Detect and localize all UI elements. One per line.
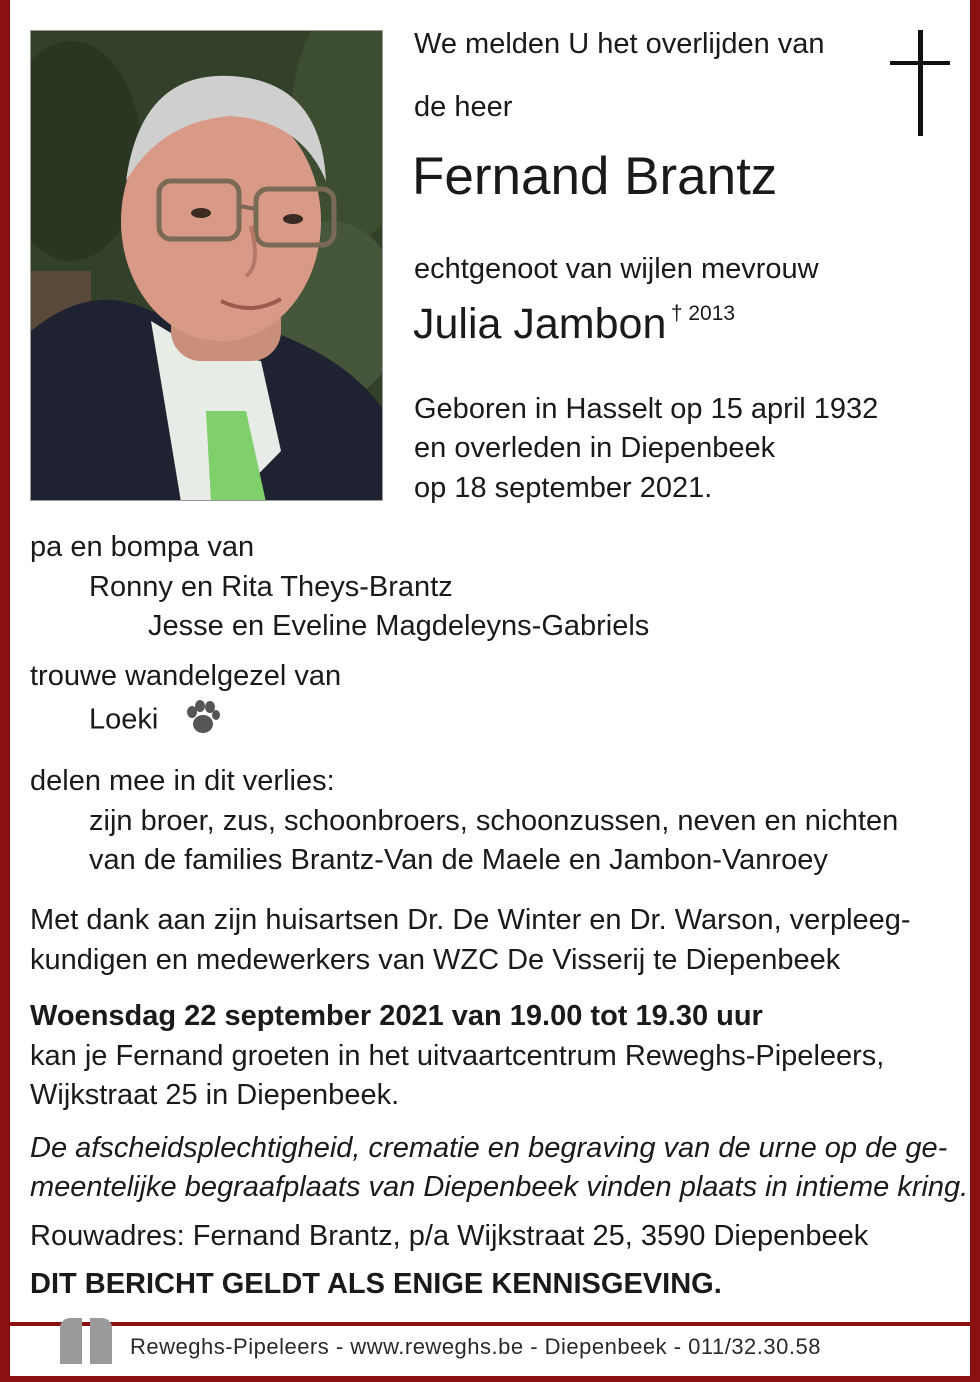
spouse-intro: echtgenoot van wijlen mevrouw <box>414 253 819 285</box>
funeral-home-logo-left <box>60 1318 82 1364</box>
relatives-line-1: zijn broer, zus, schoonbroers, schoonzussen, neven en nichten <box>89 805 899 837</box>
thanks-line-2: kundigen en medewerkers van WZC De Visserij te Diepenbeek <box>30 944 841 976</box>
companion-label: trouwe wandelgezel van <box>30 660 342 692</box>
children-names: Ronny en Rita Theys-Brantz <box>89 571 453 603</box>
official-notice: DIT BERICHT GELDT ALS ENIGE KENNISGEVING. <box>30 1268 722 1300</box>
funeral-home-footer: Reweghs-Pipeleers - www.reweghs.be - Diepenbeek - 011/32.30.58 <box>130 1334 821 1359</box>
paw-print-icon <box>184 700 220 742</box>
thanks-line-1: Met dank aan zijn huisartsen Dr. De Winter en Dr. Warson, verpleeg- <box>30 904 911 936</box>
deceased-name: Fernand Brantz <box>412 147 778 206</box>
title-line: de heer <box>414 91 513 123</box>
intro-line: We melden U het overlijden van <box>414 28 825 60</box>
spouse-name: Julia Jambon <box>413 300 667 348</box>
ceremony-line-2: meentelijke begraafplaats van Diepenbeek vinden plaats in intieme kring. <box>30 1171 969 1203</box>
relatives-line-2: van de families Brantz-Van de Maele en Jambon-Vanroey <box>89 844 828 876</box>
companion-line <box>89 700 220 742</box>
companion-name: Loeki <box>89 703 159 736</box>
share-label: delen mee in dit verlies: <box>30 765 335 797</box>
visitation-line-1: kan je Fernand groeten in het uitvaartcentrum Reweghs-Pipeleers, <box>30 1040 885 1072</box>
grandchildren-names: Jesse en Eveline Magdeleyns-Gabriels <box>148 610 650 642</box>
birth-line: Geboren in Hasselt op 15 april 1932 <box>414 393 879 425</box>
visitation-date-time: Woensdag 22 september 2021 van 19.00 tot 19.30 uur <box>30 1000 763 1032</box>
portrait-photo <box>30 30 383 501</box>
cross-icon <box>918 30 923 136</box>
visitation-line-2: Wijkstraat 25 in Diepenbeek. <box>30 1079 400 1111</box>
spouse-line <box>413 300 735 349</box>
cross-icon-beam <box>890 61 950 65</box>
mourning-address: Rouwadres: Fernand Brantz, p/a Wijkstraat 25, 3590 Diepenbeek <box>30 1220 869 1252</box>
death-line-2: op 18 september 2021. <box>414 472 713 504</box>
spouse-death-year: † 2013 <box>670 302 736 325</box>
footer-divider <box>10 1322 970 1326</box>
ceremony-line-1: De afscheidsplechtigheid, crematie en begraving van de urne op de ge- <box>30 1132 948 1164</box>
death-line-1: en overleden in Diepenbeek <box>414 432 776 464</box>
funeral-home-logo-right <box>90 1318 112 1364</box>
parent-label: pa en bompa van <box>30 531 255 563</box>
